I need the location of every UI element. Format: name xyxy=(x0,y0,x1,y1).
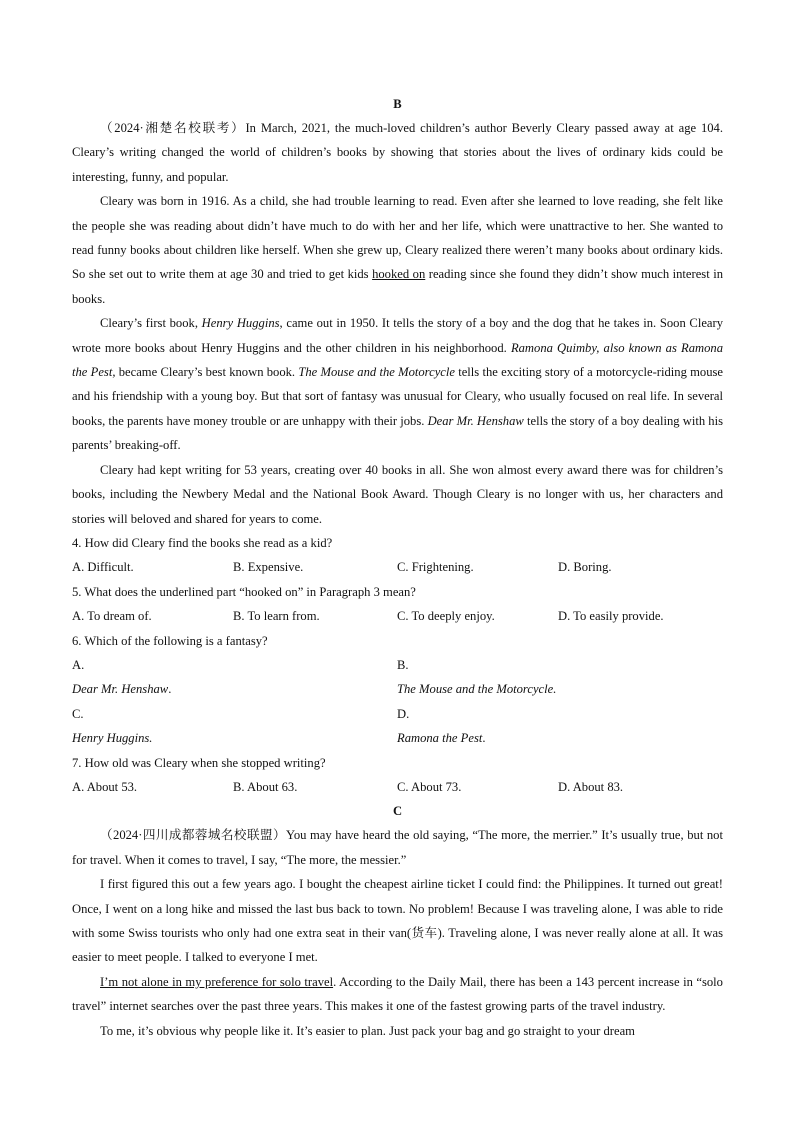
source-tag: （2024·湘楚名校联考） xyxy=(100,121,246,135)
document-page xyxy=(72,92,723,1043)
option-c: C. Frightening. xyxy=(397,560,474,575)
section-b-paragraph-4: Cleary had kept writing for 53 years, creating over 40 books in all. She won almost every award there was for children’s books, including the Newbery Medal and the National Book Award. Though Cleary is no longer with us, her characters and stories will beloved and shared for years to come. xyxy=(72,462,723,526)
option-a: A. Dear Mr. Henshaw. xyxy=(72,657,172,697)
section-c-paragraph-2: I first figured this out a few years ago. I bought the cheapest airline ticket I could find: the Philippines. It turned out great! Once, I went on a long hike and missed the last bus back to town. No problem! Because I was traveling alone, I was able to ride with some Swiss tourists who only had one extra seat in their van(货车). Traveling alone, I was never really alone at all. It was easier to meet people. I talked to everyone I met. xyxy=(72,877,723,965)
question-7: 7. How old was Cleary when she stopped writing? xyxy=(72,755,326,770)
option-b: B. Expensive. xyxy=(233,560,304,575)
section-b-paragraph-1: （2024·湘楚名校联考）In March, 2021, the much-loved children’s author Beverly Cleary passed away at age 104. Cleary’s writing changed the world of children’s books by showing that stories about the lives of ordinary kids could be interesting, funny, and popular. xyxy=(72,121,723,184)
option-d: D. Ramona the Pest. xyxy=(397,706,486,746)
option-d: D. Boring. xyxy=(558,560,612,575)
question-6: 6. Which of the following is a fantasy? xyxy=(72,633,268,648)
underlined-sentence: I’m not alone in my preference for solo travel xyxy=(100,974,334,989)
section-c-paragraph-1: （2024·四川成都蓉城名校联盟）You may have heard the old saying, “The more, the merrier.” It’s usually true, but not for travel. When it comes to travel, I say, “The more, the messier.” xyxy=(72,828,723,867)
option-b: B. To learn from. xyxy=(233,609,320,624)
option-a: A. To dream of. xyxy=(72,609,152,624)
source-tag: （2024·四川成都蓉城名校联盟） xyxy=(100,828,286,843)
option-b: B. About 63. xyxy=(233,779,298,794)
question-6-options-row-1 xyxy=(72,653,723,702)
question-5: 5. What does the underlined part “hooked on” in Paragraph 3 mean? xyxy=(72,584,416,599)
option-c: C. Henry Huggins. xyxy=(72,706,153,746)
option-c: C. To deeply enjoy. xyxy=(397,609,495,624)
underlined-phrase: hooked on xyxy=(372,267,426,282)
section-b-paragraph-2: Cleary was born in 1916. As a child, she had trouble learning to read. Even after she learned to love reading, she felt like the people she was reading about didn’t have much to do with her and her life, which were unattractive to her. She wanted to read funny books about children like herself. When she grew up, Cleary realized there weren’t many books about ordinary kids. So she set out to write them at age 30 and tried to get kids hooked on reading since she found they didn’t show much interest in books. xyxy=(72,194,723,306)
option-a: A. About 53. xyxy=(72,779,138,794)
option-a: A. Difficult. xyxy=(72,560,134,575)
book-title: The Mouse and the Motorcycle xyxy=(298,365,455,380)
option-d: D. To easily provide. xyxy=(558,609,664,624)
section-b-heading: B xyxy=(393,97,402,111)
option-c: C. About 73. xyxy=(397,779,462,794)
question-4-options xyxy=(72,555,723,579)
section-b-paragraph-3: Cleary’s first book, Henry Huggins, came out in 1950. It tells the story of a boy and the dog that he takes in. Soon Cleary wrote more books about Henry Huggins and the other children in his neighborhood. Ramona Quimby, also known as Ramona the Pest, became Cleary’s best known book. The Mouse and the Motorcycle tells the exciting story of a motorcycle-riding mouse and his friendship with a young boy. But that sort of fantasy was unusual for Cleary, who usually focused on real life. In several books, the parents have money trouble or are unhappy with their jobs. Dear Mr. Henshaw tells the story of a boy dealing with his parents’ breaking-off. xyxy=(72,316,724,453)
question-4: 4. How did Cleary find the books she read as a kid? xyxy=(72,535,333,550)
option-d: D. About 83. xyxy=(558,779,624,794)
book-title: Ramona Quimby, also known as Ramona the Pest, xyxy=(72,340,723,380)
section-c-paragraph-4: To me, it’s obvious why people like it. It’s easier to plan. Just pack your bag and go straight to your dream xyxy=(100,1023,635,1038)
book-title: Dear Mr. Henshaw xyxy=(427,413,524,428)
question-6-options-row-2 xyxy=(72,702,723,751)
option-b: B. The Mouse and the Motorcycle. xyxy=(397,657,557,697)
section-c-heading: C xyxy=(392,804,403,819)
book-title: Henry Huggins xyxy=(201,316,280,331)
question-5-options xyxy=(72,604,723,628)
question-7-options xyxy=(72,775,723,799)
section-c-paragraph-3: I’m not alone in my preference for solo travel. According to the Daily Mail, there has been a 143 percent increase in “solo travel” internet searches over the past three years. This makes it one of the fastest growing parts of the travel industry. xyxy=(72,974,723,1014)
